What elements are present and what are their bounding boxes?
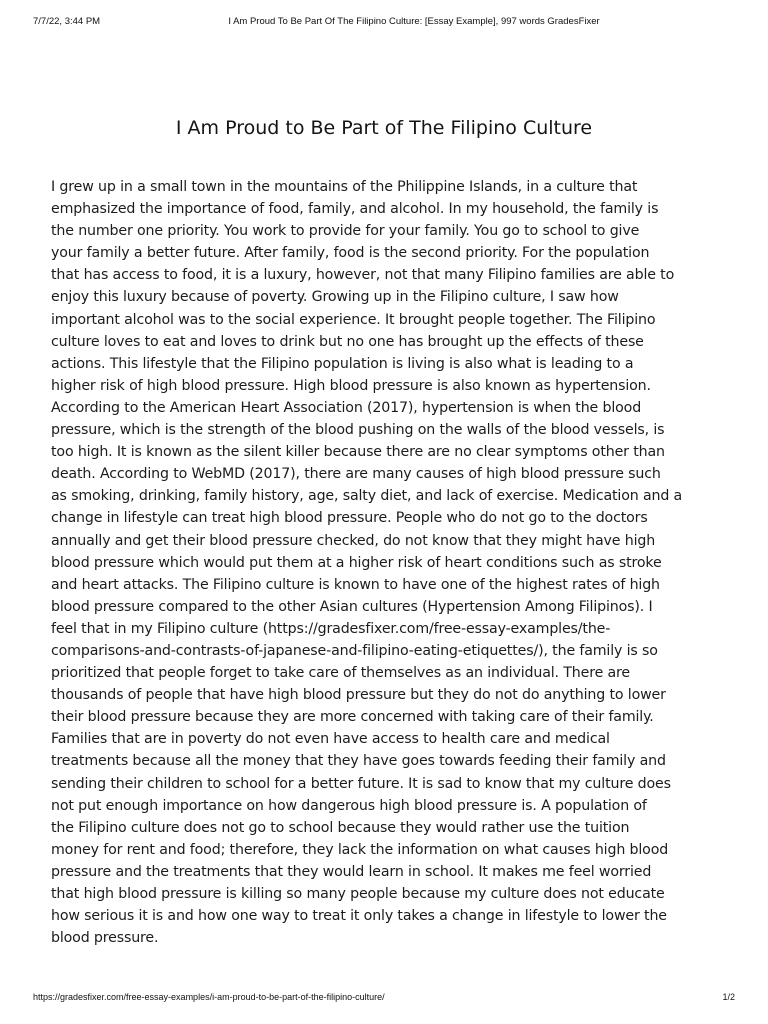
essay-line: and heart attacks. The Filipino culture is known to have one of the highest rates of high — [51, 576, 660, 593]
essay-line: actions. This lifestyle that the Filipino population is living is also what is leading to a — [51, 355, 634, 372]
essay-body — [51, 176, 727, 949]
essay-line: that high blood pressure is killing so many people because my culture does not educate — [51, 886, 665, 902]
print-header — [33, 16, 735, 30]
essay-line: blood pressure. — [51, 930, 159, 947]
essay-line: blood pressure compared to the other Asian cultures (Hypertension Among Filipinos). I — [51, 598, 653, 615]
essay-line: sending their children to school for a better future. It is sad to know that my culture does — [51, 775, 671, 792]
page-number: 1/2 — [722, 992, 735, 1002]
print-document-title: I Am Proud To Be Part Of The Filipino Culture: [Essay Example], 997 words GradesFixer — [228, 16, 600, 27]
essay-line: too high. It is known as the silent killer because there are no clear symptoms other than — [51, 444, 665, 461]
essay-line: thousands of people that have high blood pressure but they do not do anything to lower — [51, 687, 666, 704]
essay-line: Families that are in poverty do not even have access to health care and medical — [51, 731, 610, 748]
essay-line: change in lifestyle can treat high blood pressure. People who do not go to the doctors — [51, 510, 648, 527]
essay-line: their blood pressure because they are more concerned with taking care of their family. — [51, 709, 654, 726]
essay-line: According to the American Heart Association (2017), hypertension is when the blood — [51, 399, 642, 416]
essay-line: treatments because all the money that they have goes towards feeding their family and — [51, 753, 666, 770]
essay-line: the number one priority. You work to provide for your family. You go to school to give — [51, 223, 640, 240]
essay-line: as smoking, drinking, family history, age, salty diet, and lack of exercise. Medication and a — [51, 488, 683, 505]
essay-line: pressure, which is the strength of the blood pushing on the walls of the blood vessels, is — [51, 422, 665, 439]
essay-line: money for rent and food; therefore, they lack the information on what causes high blood — [51, 841, 669, 858]
essay-line: how serious it is and how one way to treat it only takes a change in lifestyle to lower the — [51, 908, 667, 925]
print-datetime: 7/7/22, 3:44 PM — [33, 16, 101, 27]
essay-line: pressure and the treatments that they would learn in school. It makes me feel worried — [51, 863, 652, 880]
essay-line: your family a better future. After family, food is the second priority. For the population — [51, 245, 650, 262]
essay-line: culture loves to eat and loves to drink but no one has brought up the effects of these — [51, 333, 644, 350]
essay-line: that has access to food, it is a luxury, however, not that many Filipino families are able to — [51, 267, 675, 284]
essay-line: feel that in my Filipino culture (https://gradesfixer.com/free-essay-examples/the- — [51, 620, 611, 637]
essay-line: the Filipino culture does not go to school because they would rather use the tuition — [51, 819, 630, 836]
essay-line: annually and get their blood pressure checked, do not know that they might have high — [51, 532, 656, 549]
essay-line: higher risk of high blood pressure. High blood pressure is also known as hypertension. — [51, 377, 651, 394]
essay-line: blood pressure which would put them at a higher risk of heart conditions such as stroke — [51, 554, 662, 571]
essay-line: emphasized the importance of food, family, and alcohol. In my household, the family is — [51, 201, 659, 218]
essay-line: enjoy this luxury because of poverty. Growing up in the Filipino culture, I saw how — [51, 289, 619, 306]
essay-line: not put enough importance on how dangerous high blood pressure is. A population of — [51, 797, 647, 814]
essay-title: I Am Proud to Be Part of The Filipino Culture — [175, 117, 593, 139]
page-url: https://gradesfixer.com/free-essay-examples/i-am-proud-to-be-part-of-the-filipino-culture/ — [33, 992, 385, 1002]
essay-line: comparisons-and-contrasts-of-japanese-and-filipino-eating-etiquettes/), the family is so — [51, 642, 658, 659]
essay-line: I grew up in a small town in the mountains of the Philippine Islands, in a culture that — [51, 179, 638, 195]
essay-line: prioritized that people forget to take care of themselves as an individual. There are — [51, 665, 631, 682]
essay-line: important alcohol was to the social experience. It brought people together. The Filipino — [51, 311, 656, 328]
essay-line: death. According to WebMD (2017), there are many causes of high blood pressure such — [51, 466, 661, 483]
print-footer — [33, 992, 735, 1006]
